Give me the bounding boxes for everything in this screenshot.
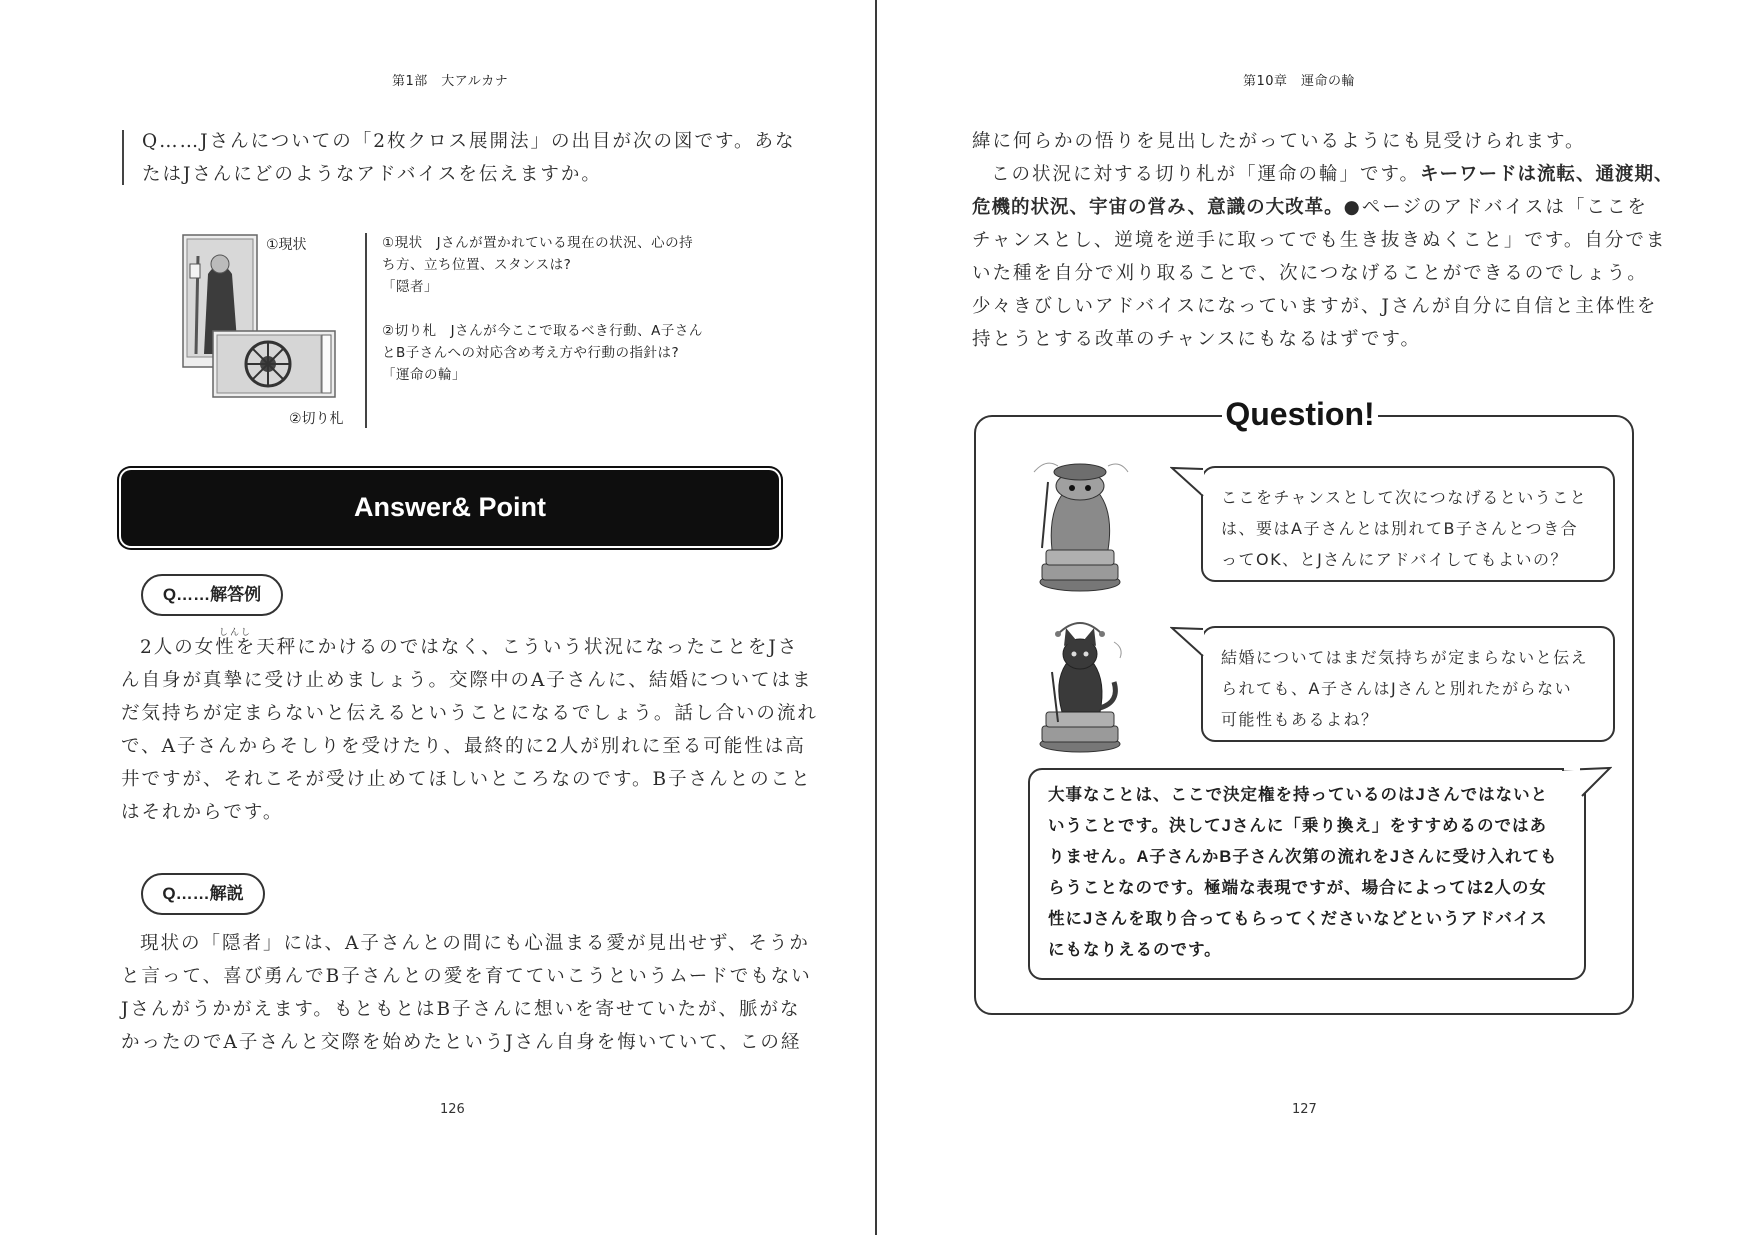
question-rule (122, 130, 124, 185)
answer-point-title: Answer& Point (353, 492, 547, 522)
body-line: 現状の「隠者」には、A子さんとの間にも心温まる愛が見出せず、そうか (140, 933, 810, 954)
ruby-annotation: しんし (219, 628, 253, 638)
legend-line: 「隠者」 (382, 279, 438, 295)
body-line: で、A子さんからそしりを受けたり、最終的に2人が別れに至る可能性は高 (121, 736, 806, 757)
body-line-bold: 危機的状況、宇宙の営み、意識の大改革。 (972, 197, 1344, 218)
question-line: たはJさんにどのようなアドバイスを伝えますか。 (142, 164, 602, 185)
explanation-pill: Q……解説 (141, 873, 265, 915)
body-line: かったのでA子さんと交際を始めたというJさん自身を悔いていて、この経 (121, 1032, 802, 1053)
bubble-line: は、要はA子さんとは別れてB子さんとつき合 (1221, 519, 1579, 538)
bubble-line: 大事なことは、ここで決定権を持っているのはJさんではないと (1048, 786, 1549, 804)
right-body-text (972, 125, 1674, 356)
bubble-tail-cat (1170, 626, 1204, 662)
body-line-regular: この状況に対する切り札が「運命の輪」です。 (991, 164, 1421, 185)
bubble-text (1221, 642, 1588, 735)
bubble-line: らうことなのです。極端な表現ですが、場合によっては2人の女 (1048, 879, 1547, 897)
spread-divider (365, 233, 367, 428)
bubble-line: 結婚についてはまだ気持ちが定まらないと伝え (1221, 648, 1589, 667)
bubble-tail-dog (1170, 466, 1204, 502)
bubble-line: 可能性もあるよね？ (1221, 710, 1379, 729)
body-line-bold: キーワードは流転、通渡期、 (1420, 164, 1674, 185)
legend-line: とB子さんへの対応含め考え方や行動の指針は? (382, 345, 680, 361)
page-number-left: 126 (440, 1102, 465, 1117)
speech-bubble-dog (1201, 466, 1615, 582)
body-line: 少々きびしいアドバイスになっていますが、Jさんが自分に自信と主体性を (972, 296, 1658, 317)
bubble-line: られても、A子さんはJさんと別れたがらない (1221, 679, 1573, 698)
body-line: ん自身が真摯に受け止めましょう。交際中のA子さんに、結婚についてはま (121, 670, 813, 691)
body-line: 井ですが、それこそが受け止めてほしいところなのです。B子さんとのこと (121, 769, 812, 790)
speech-bubble-cat (1201, 626, 1615, 742)
answer-bubble (1028, 768, 1586, 980)
answer-example-pill: Q……解答例 (141, 574, 283, 616)
running-header-right: 第10章 運命の輪 (1243, 74, 1356, 89)
cat-character-icon (1028, 612, 1134, 754)
bubble-line: ここをチャンスとして次につなげるということ (1221, 488, 1588, 507)
body-line: はそれからです。 (121, 802, 284, 823)
body-line: 緯に何らかの悟りを見出したがっているようにも見受けられます。 (972, 131, 1586, 152)
card1-caption: ①現状 (266, 237, 307, 253)
dog-character-icon (1028, 452, 1134, 594)
bubble-line: いうことです。決してJさんに「乗り換え」をすすめるのではあ (1048, 817, 1548, 835)
bubble-line: ってOK、とJさんにアドバイしてもよいの？ (1221, 550, 1568, 569)
bubble-line: りません。A子さんかB子さん次第の流れをJさんに受け入れても (1048, 848, 1558, 866)
body-line (972, 191, 1674, 224)
body-line: 持とうとする改革のチャンスにもなるはずです。 (972, 329, 1421, 350)
card2-caption: ②切り札 (289, 411, 344, 427)
bubble-text (1221, 482, 1587, 575)
legend-line: 「運命の輪」 (382, 367, 466, 383)
body-line: と言って、喜び勇んでB子さんとの愛を育てていこうというムードでもない (121, 966, 812, 987)
body-line-regular: ●ページのアドバイスは「ここを (1343, 197, 1648, 218)
answer-bubble-text (1048, 780, 1558, 966)
legend-line: ②切り札 Jさんが今ここで取るべき行動、A子さん (382, 323, 703, 339)
bubble-line: にもなりえるのです。 (1048, 941, 1222, 959)
legend-line: ち方、立ち位置、スタンスは? (382, 257, 572, 273)
body-line: いた種を自分で刈り取ることで、次につなげることができるのでしょう。 (972, 263, 1648, 284)
question-title: Question! (1222, 396, 1378, 440)
body-line: Jさんがうかがえます。もともとはB子さんに想いを寄せていたが、脈がな (121, 999, 801, 1020)
question-text (142, 125, 796, 191)
spread-legend (382, 232, 703, 386)
question-line: Q……Jさんについての「2枚クロス展開法」の出目が次の図です。あな (142, 131, 796, 152)
answer-bubble-tail (1560, 766, 1612, 800)
wheel-of-fortune-card-illustration (212, 330, 336, 398)
page-number-right: 127 (1292, 1102, 1317, 1117)
explanation-text (121, 927, 812, 1059)
answer-example-text (121, 631, 818, 829)
page-spine (875, 0, 877, 1235)
body-line: だ気持ちが定まらないと伝えるということになるでしょう。話し合いの流れ (121, 703, 818, 724)
legend-line (382, 298, 703, 320)
body-line: 2人の女性を天秤にかけるのではなく、こういう状況になったことをJさ (140, 637, 799, 658)
body-line (972, 158, 1674, 191)
legend-line: ①現状 Jさんが置かれている現在の状況、心の持 (382, 235, 694, 251)
bubble-line: 性にJさんを取り合ってもらってくださいなどというアドバイス (1048, 910, 1548, 928)
running-header-left: 第1部 大アルカナ (392, 74, 509, 89)
answer-point-banner (121, 470, 779, 546)
body-line: チャンスとし、逆境を逆手に取ってでも生き抜きぬくこと」です。自分でま (972, 230, 1667, 251)
